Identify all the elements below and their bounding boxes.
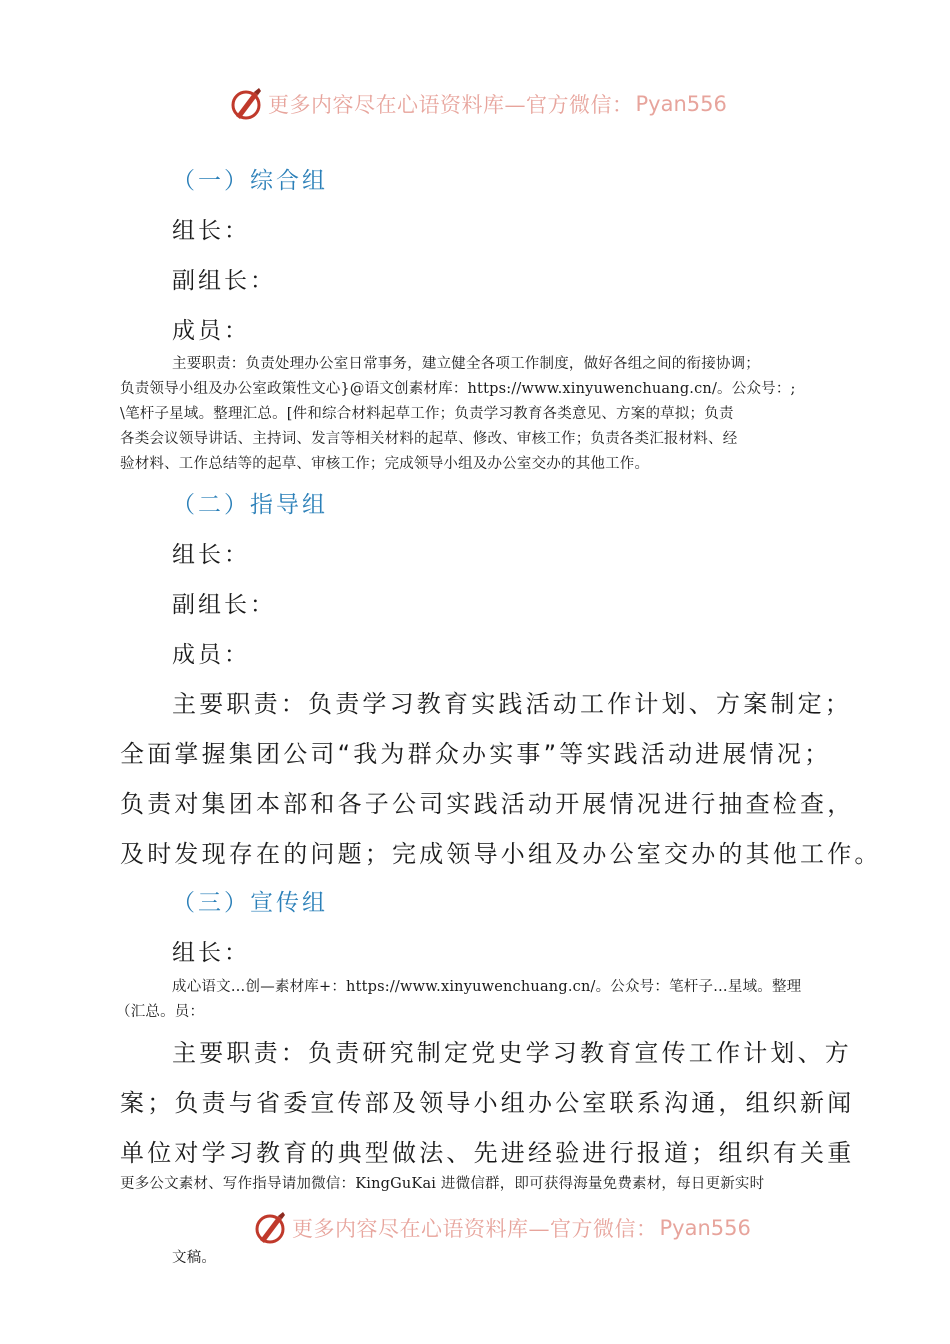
watermark-text: 更多内容尽在心语资料库—官方微信： bbox=[268, 93, 634, 117]
duty-line: 主要职责：负责学习教育实践活动工作计划、方案制定； bbox=[172, 690, 852, 718]
section-heading: （一）综合组 bbox=[172, 168, 328, 194]
duty-line: 案；负责与省委宣传部及领导小组办公室联系沟通，组织新闻 bbox=[120, 1089, 855, 1117]
leader-label: 组长： bbox=[172, 940, 250, 966]
inline-note: 成心语文…创—素材库+：https://www.xinyuwenchuang.cn/。公众号：笔杆子…星域。整理 bbox=[172, 979, 802, 995]
duty-line: 负责对集团本部和各子公司实践活动开展情况进行抽查检查， bbox=[120, 790, 855, 818]
tail-text: 文稿。 bbox=[172, 1250, 217, 1266]
section-heading: （二）指导组 bbox=[172, 492, 328, 518]
duty-line: 单位对学习教育的典型做法、先进经验进行报道；组织有关重 bbox=[120, 1139, 855, 1167]
section-heading: （三）宣传组 bbox=[172, 890, 328, 916]
duty-line: 主要职责：负责处理办公室日常事务，建立健全各项工作制度，做好各组之间的衔接协调； bbox=[172, 356, 760, 372]
duty-line: 主要职责：负责研究制定党史学习教育宣传工作计划、方 bbox=[172, 1039, 852, 1067]
duty-line: 负责领导小组及办公室政策性文心}@语文创素材库：https://www.xinyuwenchuang.cn/。公众号：; bbox=[120, 381, 796, 397]
deputy-label: 副组长： bbox=[172, 268, 276, 294]
members-label: 成员： bbox=[172, 642, 250, 668]
watermark-id: Pyan556 bbox=[635, 92, 727, 116]
header-watermark bbox=[228, 84, 727, 124]
pen-circle-logo-icon bbox=[228, 86, 264, 122]
leader-label: 组长： bbox=[172, 218, 250, 244]
members-label: 成员： bbox=[172, 318, 250, 344]
duty-line: \笔杆子星域。整理汇总。[件和综合材料起草工作；负责学习教育各类意见、方案的草拟；负责 bbox=[120, 406, 734, 422]
duty-line: 验材料、工作总结等的起草、审核工作；完成领导小组及办公室交办的其他工作。 bbox=[120, 456, 650, 472]
watermark-text: 更多内容尽在心语资料库—官方微信： bbox=[292, 1217, 658, 1241]
deputy-label: 副组长： bbox=[172, 592, 276, 618]
footer-note: 更多公文素材、写作指导请加微信：KingGuKai 进微信群，即可获得海量免费素材，每日更新实时 bbox=[120, 1176, 765, 1192]
duty-line: 各类会议领导讲话、主持词、发言等相关材料的起草、修改、审核工作；负责各类汇报材料、经 bbox=[120, 431, 738, 447]
footer-watermark bbox=[252, 1208, 751, 1248]
duty-line: 及时发现存在的问题；完成领导小组及办公室交办的其他工作。 bbox=[120, 840, 882, 868]
duty-line: 全面掌握集团公司“我为群众办实事”等实践活动进展情况； bbox=[120, 740, 832, 768]
watermark-id: Pyan556 bbox=[659, 1216, 751, 1240]
leader-label: 组长： bbox=[172, 542, 250, 568]
pen-circle-logo-icon bbox=[252, 1210, 288, 1246]
inline-note: （汇总。员： bbox=[116, 1004, 205, 1020]
